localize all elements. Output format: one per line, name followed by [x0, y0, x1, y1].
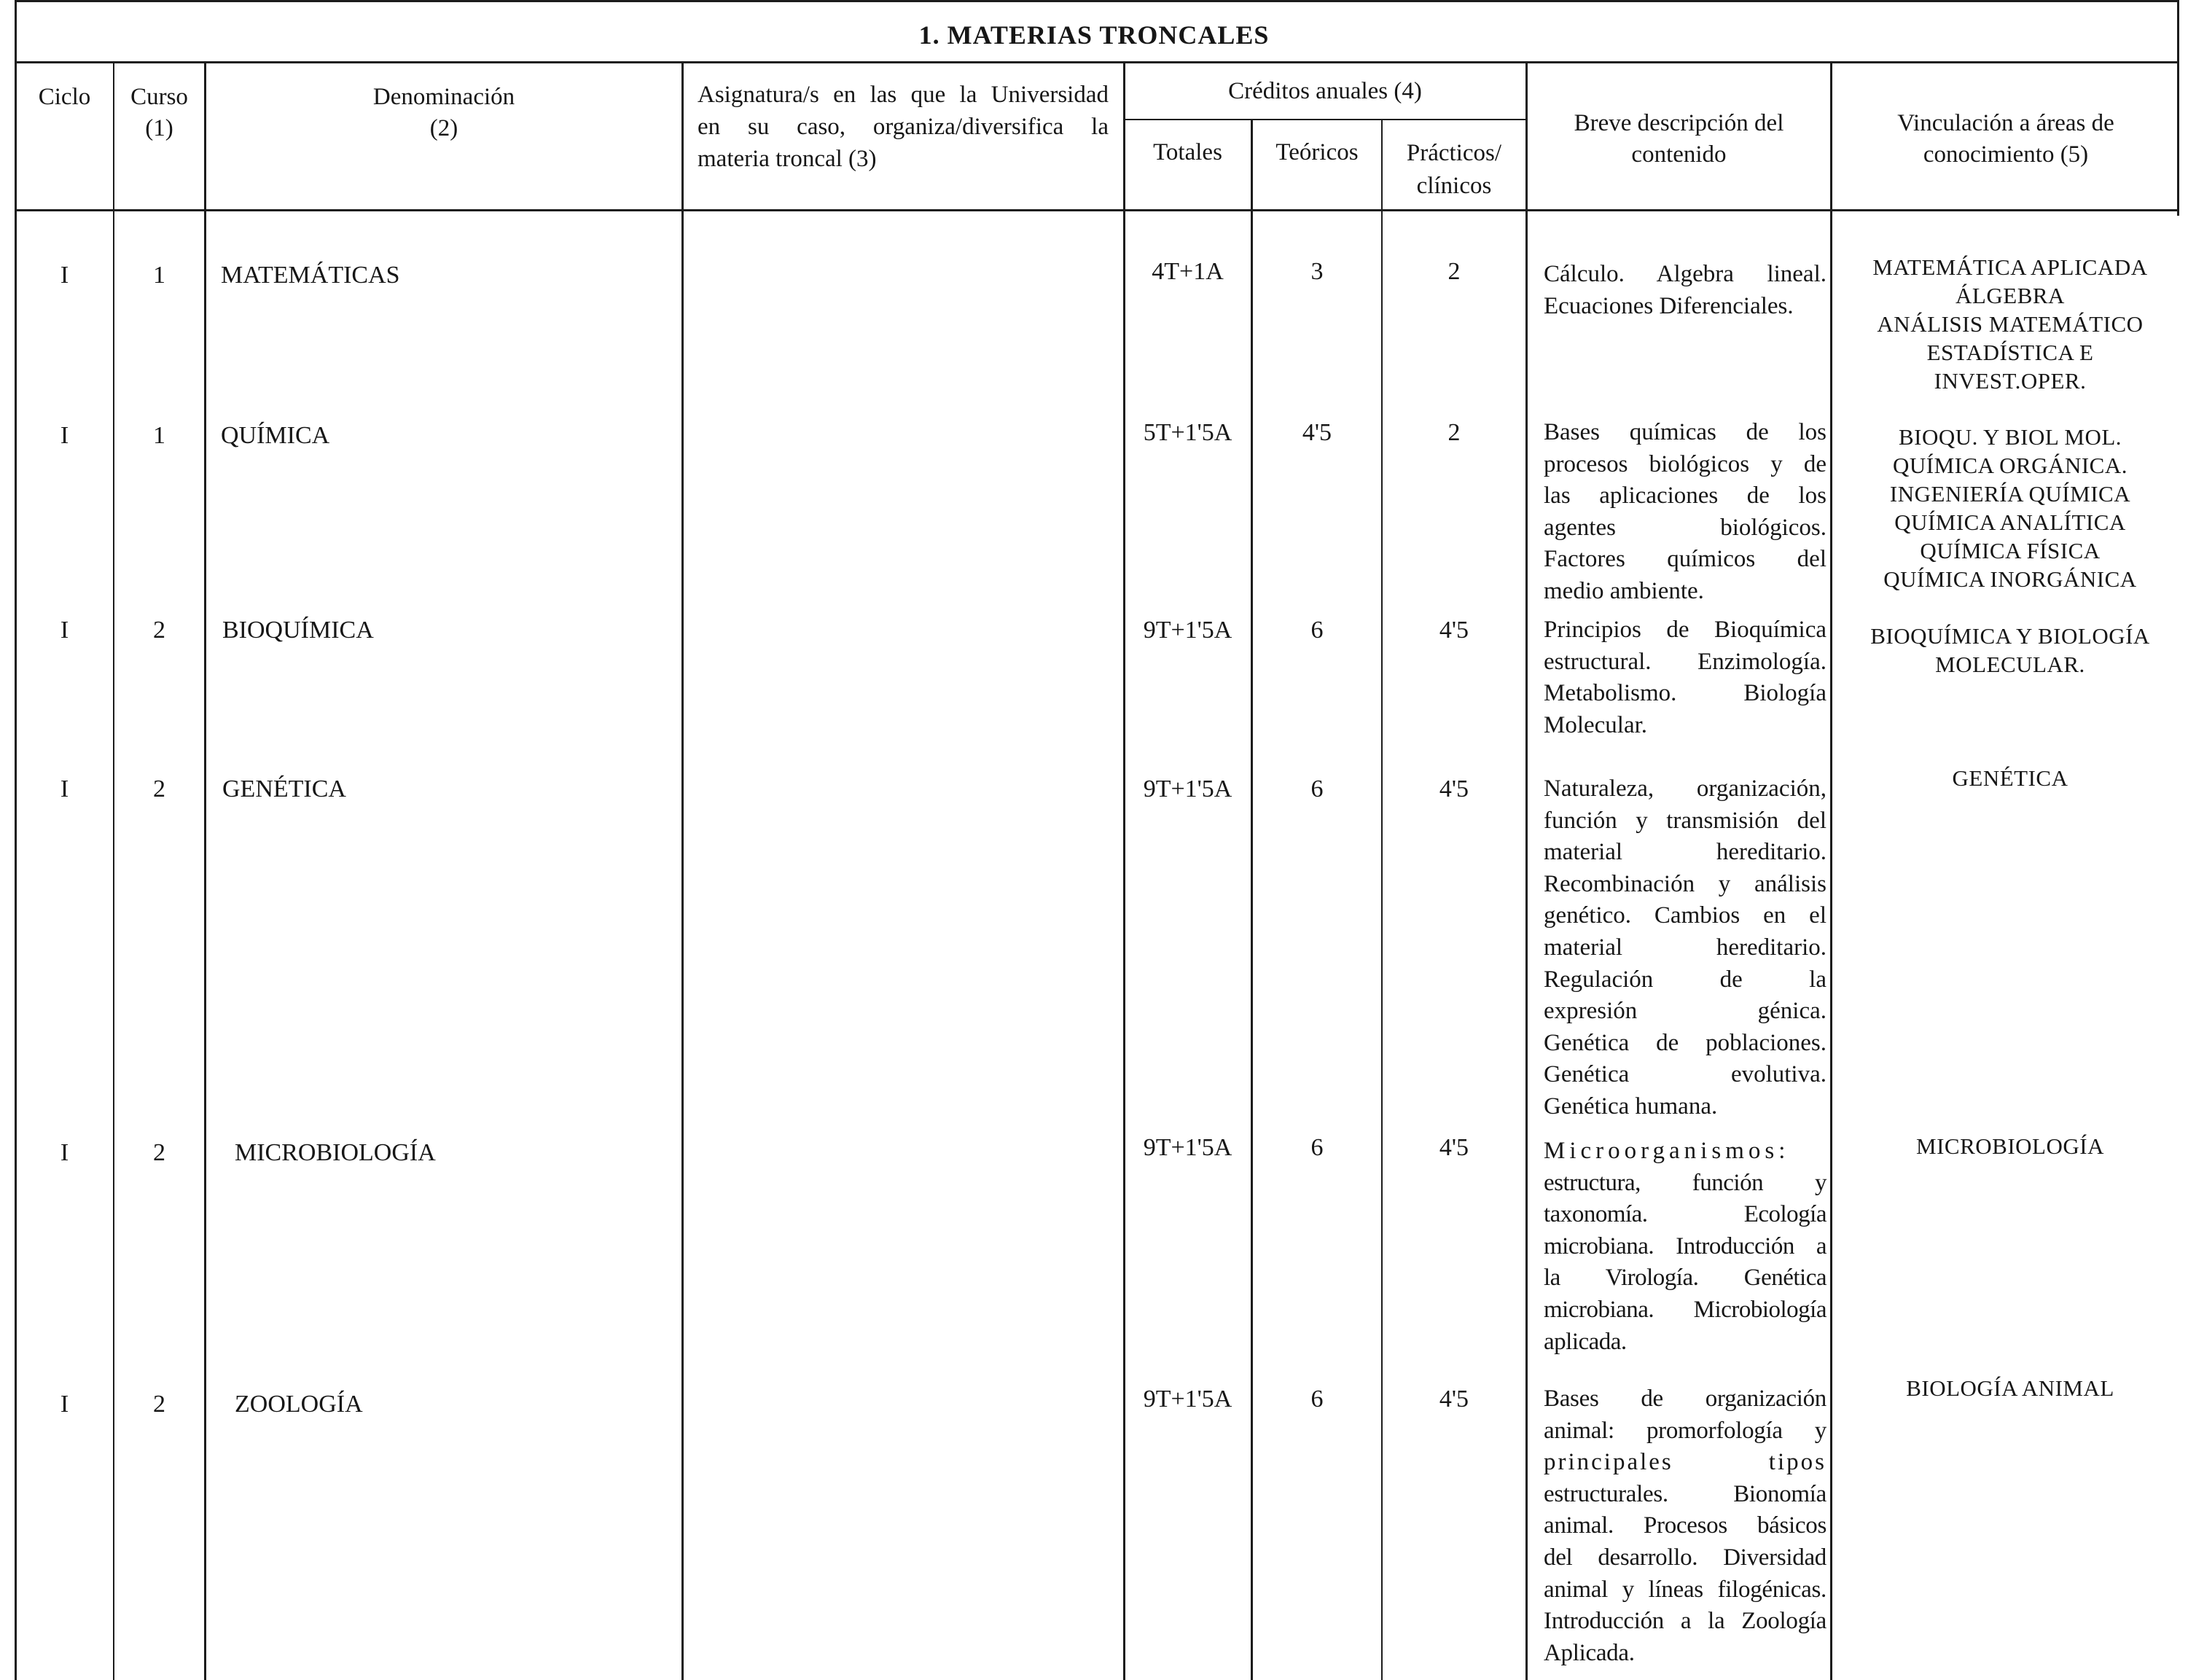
desc-line: Genética evolutiva.	[1544, 1061, 1826, 1088]
area-line: MOLECULAR.	[1935, 652, 2085, 677]
cell-denominacion: GENÉTICA	[222, 775, 346, 802]
cell-ciclo: I	[60, 775, 69, 802]
header-denominacion	[206, 82, 681, 144]
header-practicos-line1: Prácticos/	[1406, 140, 1502, 166]
cell-denominacion: ZOOLOGÍA	[235, 1391, 363, 1418]
col-divider-6	[1381, 120, 1383, 1680]
cell-areas	[1846, 423, 2174, 593]
cell-practicos: 4'5	[1439, 617, 1469, 644]
header-vinculacion-line1: Vinculación a áreas de	[1897, 110, 2114, 136]
col-divider-5	[1251, 120, 1253, 1680]
cell-descripcion	[1544, 773, 1826, 1123]
cell-areas	[1846, 1374, 2174, 1402]
desc-line: agentes biológicos.	[1544, 514, 1826, 541]
cell-ciclo: I	[60, 617, 69, 644]
desc-line: estructural. Enzimología.	[1544, 648, 1826, 675]
header-denominacion-line2: (2)	[429, 115, 458, 141]
col-divider-4	[1123, 63, 1125, 1680]
cell-practicos: 4'5	[1439, 1386, 1469, 1413]
cell-descripcion	[1544, 1383, 1826, 1669]
desc-line: aplicada.	[1544, 1328, 1627, 1355]
area-line: MATEMÁTICA APLICADA	[1872, 254, 2148, 280]
desc-line: función y transmisión del	[1544, 807, 1826, 834]
col-divider-8	[1830, 63, 1832, 1680]
area-line: INVEST.OPER.	[1934, 368, 2087, 394]
desc-line: Naturaleza, organización,	[1544, 775, 1826, 802]
header-asignaturas-line1: Asignatura/s en las que la Universidad	[698, 82, 1109, 108]
header-creditos: Créditos anuales (4)	[1228, 78, 1422, 104]
desc-line: principales tipos	[1544, 1449, 1826, 1476]
area-line: MICROBIOLOGÍA	[1916, 1133, 2104, 1159]
desc-line: Introducción a la Zoología	[1544, 1608, 1826, 1635]
header-descripcion-line2: contenido	[1631, 141, 1727, 168]
desc-line: Genética humana.	[1544, 1093, 1718, 1120]
area-line: INGENIERÍA QUÍMICA	[1889, 481, 2131, 507]
col-divider-7	[1525, 63, 1528, 1680]
desc-line: procesos biológicos y de	[1544, 450, 1826, 477]
cell-curso: 2	[153, 775, 165, 802]
cell-teoricos: 4'5	[1302, 419, 1332, 446]
cell-areas	[1846, 253, 2174, 395]
cell-denominacion: BIOQUÍMICA	[222, 617, 374, 644]
cell-areas	[1846, 764, 2174, 792]
cell-descripcion	[1544, 417, 1826, 608]
desc-line: Principios de Bioquímica	[1544, 617, 1826, 643]
area-line: QUÍMICA INORGÁNICA	[1883, 566, 2137, 592]
area-line: ESTADÍSTICA E	[1926, 340, 2094, 365]
header-descripcion	[1528, 108, 1830, 171]
col-divider-1	[113, 63, 114, 1680]
desc-line: Metabolismo. Biología	[1544, 680, 1826, 707]
desc-line: Aplicada.	[1544, 1639, 1635, 1666]
cell-practicos: 2	[1447, 258, 1461, 285]
cell-teoricos: 3	[1310, 258, 1324, 285]
header-ciclo: Ciclo	[38, 84, 91, 110]
header-vinculacion-line2: conocimiento (5)	[1923, 141, 2089, 168]
desc-line: genético. Cambios en el	[1544, 902, 1826, 929]
cell-ciclo: I	[60, 1139, 69, 1166]
header-curso-line1: Curso	[130, 84, 188, 110]
area-line: QUÍMICA ORGÁNICA.	[1893, 453, 2128, 478]
cell-teoricos: 6	[1310, 1134, 1324, 1161]
header-denominacion-line1: Denominación	[372, 84, 515, 110]
table-border-top	[15, 0, 2179, 2]
area-line: BIOLOGÍA ANIMAL	[1906, 1375, 2114, 1401]
desc-line: Bases químicas de los	[1544, 419, 1826, 445]
cell-teoricos: 6	[1310, 617, 1324, 644]
table-border-left	[15, 0, 17, 1680]
area-line: GENÉTICA	[1952, 765, 2068, 791]
header-separator	[15, 209, 2179, 211]
cell-descripcion	[1544, 614, 1826, 741]
desc-line: del desarrollo. Diversidad	[1544, 1544, 1826, 1571]
cell-curso: 1	[153, 422, 165, 449]
cell-ciclo: I	[60, 262, 69, 289]
header-vinculacion	[1832, 108, 2179, 171]
desc-line: microbiana. Introducción a	[1544, 1232, 1826, 1259]
cell-totales: 9T+1'5A	[1143, 1134, 1232, 1161]
area-line: QUÍMICA ANALÍTICA	[1894, 509, 2126, 535]
col-divider-2	[204, 63, 206, 1680]
desc-line: taxonomía. Ecología	[1544, 1201, 1826, 1228]
cell-practicos: 4'5	[1439, 775, 1469, 802]
cell-totales: 4T+1A	[1152, 258, 1224, 285]
header-teoricos: Teóricos	[1275, 139, 1359, 165]
desc-line: material hereditario.	[1544, 934, 1826, 961]
desc-line: Microorganismos:	[1544, 1138, 1790, 1164]
header-curso-line2: (1)	[145, 115, 173, 141]
desc-line: animal y líneas filogénicas.	[1544, 1576, 1826, 1603]
desc-line: animal. Procesos básicos	[1544, 1512, 1826, 1539]
desc-line: microbiana. Microbiología	[1544, 1296, 1826, 1323]
desc-line: las aplicaciones de los	[1544, 482, 1826, 509]
cell-teoricos: 6	[1310, 775, 1324, 802]
desc-line: estructurales. Bionomía	[1544, 1480, 1826, 1507]
desc-line: Recombinación y análisis	[1544, 870, 1826, 897]
cell-totales: 5T+1'5A	[1143, 419, 1232, 446]
header-curso	[114, 82, 204, 144]
header-totales: Totales	[1153, 139, 1222, 165]
col-divider-3	[681, 63, 684, 1680]
cell-descripcion	[1544, 1136, 1826, 1358]
cell-areas	[1846, 1132, 2174, 1160]
header-practicos	[1383, 137, 1525, 203]
cell-curso: 2	[153, 1391, 165, 1418]
desc-line: estructura, función y	[1544, 1169, 1826, 1196]
desc-line: material hereditario.	[1544, 839, 1826, 866]
area-line: ÁLGEBRA	[1955, 283, 2065, 308]
header-descripcion-line1: Breve descripción del	[1574, 110, 1784, 136]
cell-curso: 1	[153, 262, 165, 289]
area-line: ANÁLISIS MATEMÁTICO	[1877, 311, 2144, 337]
credits-separator	[1123, 119, 1526, 120]
desc-line: Regulación de la	[1544, 966, 1826, 993]
cell-denominacion: MICROBIOLOGÍA	[235, 1139, 436, 1166]
title-separator	[15, 61, 2179, 63]
cell-curso: 2	[153, 1139, 165, 1166]
cell-teoricos: 6	[1310, 1386, 1324, 1413]
desc-line: Cálculo. Algebra lineal.	[1544, 261, 1826, 287]
desc-line: Bases de organización	[1544, 1386, 1826, 1412]
desc-line: la Virología. Genética	[1544, 1265, 1826, 1292]
cell-ciclo: I	[60, 422, 69, 449]
cell-practicos: 4'5	[1439, 1134, 1469, 1161]
desc-line: Molecular.	[1544, 711, 1648, 738]
desc-line: expresión génica.	[1544, 998, 1826, 1025]
area-line: BIOQUÍMICA Y BIOLOGÍA	[1870, 623, 2150, 649]
cell-totales: 9T+1'5A	[1143, 617, 1232, 644]
cell-totales: 9T+1'5A	[1143, 1386, 1232, 1413]
header-asignaturas-line3: materia troncal (3)	[698, 146, 877, 172]
cell-ciclo: I	[60, 1391, 69, 1418]
table-title: 1. MATERIAS TRONCALES	[918, 20, 1270, 50]
area-line: BIOQU. Y BIOL MOL.	[1898, 424, 2122, 450]
header-asignaturas-line2: en su caso, organiza/diversifica la	[698, 114, 1109, 140]
desc-line: medio ambiente.	[1544, 577, 1704, 604]
cell-denominacion: MATEMÁTICAS	[221, 262, 400, 289]
cell-denominacion: QUÍMICA	[221, 422, 330, 449]
desc-line: Ecuaciones Diferenciales.	[1544, 292, 1794, 319]
header-asignaturas	[698, 79, 1109, 175]
desc-line: animal: promorfología y	[1544, 1417, 1826, 1444]
area-line: QUÍMICA FÍSICA	[1920, 538, 2101, 563]
cell-curso: 2	[153, 617, 165, 644]
cell-areas	[1846, 622, 2174, 679]
desc-line: Factores químicos del	[1544, 546, 1826, 573]
header-practicos-line2: clínicos	[1416, 173, 1492, 199]
desc-line: Genética de poblaciones.	[1544, 1029, 1826, 1056]
cell-practicos: 2	[1447, 419, 1461, 446]
cell-descripcion	[1544, 259, 1826, 322]
cell-totales: 9T+1'5A	[1143, 775, 1232, 802]
